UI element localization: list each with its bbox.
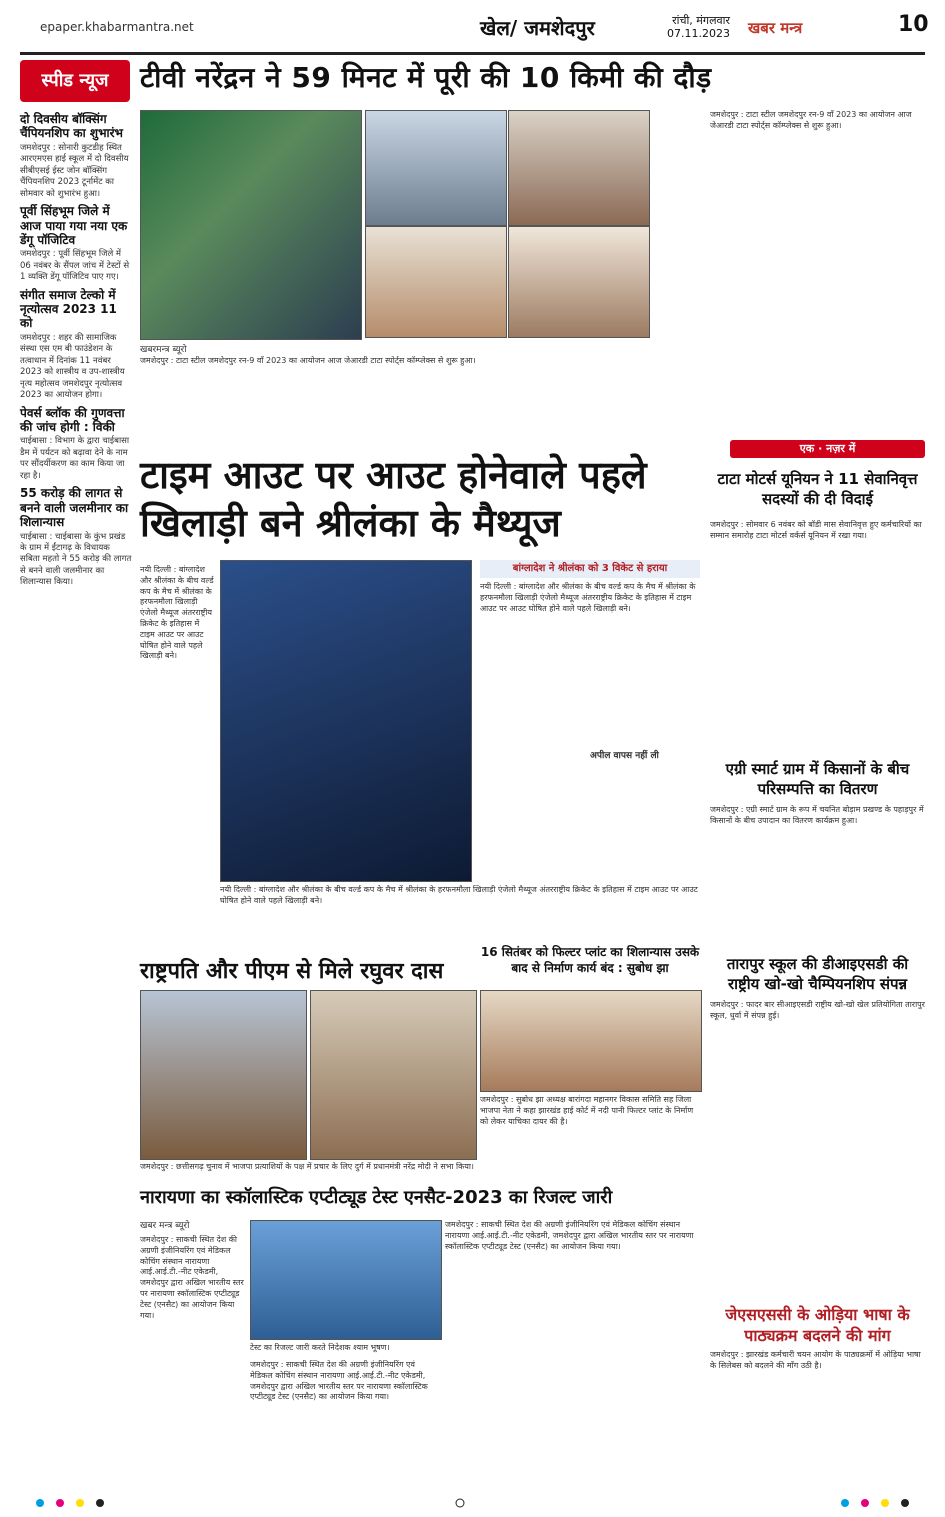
city-day: रांची, मंगलवार (672, 14, 730, 27)
story5-toppers-list: जमशेदपुर : साकची स्थित देश की अग्रणी इंजीनियरिंग एवं मेडिकल कोचिंग संस्थान नारायणा आई.आई.टी.-नीट एकेडमी, जमशेदपुर द्वारा अखिल भारतीय स्तर पर नारायणा स्कॉलास्टिक एप्टीट्यूड टेस्ट (एनसैट) का आयोजन किया गया। (445, 1220, 694, 1251)
left-item-text: चाईबासा : चाईबासा के कुंभ प्रखंड के ग्राम में ईंटागढ़ के विधायक सबिता महतो ने 55 करोड़ की लागत से बनने वाली जलमीनार का शिलान्यास किया। (20, 531, 132, 588)
left-item (20, 112, 132, 200)
left-item (20, 406, 132, 483)
page-number: 10 (898, 12, 929, 37)
ek-label: एक (799, 442, 815, 455)
nsat-result-photo (250, 1220, 442, 1340)
tarapur-headline: तारापुर स्कूल की डीआइएसडी की राष्ट्रीय खो-खो चैम्पियनशिप संपन्न (726, 955, 909, 993)
story5-body: जमशेदपुर : साकची स्थित देश की अग्रणी इंजीनियरिंग एवं मेडिकल कोचिंग संस्थान नारायणा आई.आई.टी.-नीट एकेडमी, जमशेदपुर द्वारा अखिल भारतीय स्तर पर नारायणा स्कॉलास्टिक एप्टीट्यूड टेस्ट (एनसैट) का आयोजन किया गया। (140, 1235, 244, 1320)
story5-byline: खबर मन्त्र ब्यूरो (140, 1221, 190, 1231)
event-photo (365, 110, 507, 226)
story5-photo-caption: टेस्ट का रिजल्ट जारी करते निदेशक श्याम भूषण। (250, 1343, 390, 1352)
left-item-text: जमशेदपुर : पूर्वी सिंहभूम जिले में 06 नवंबर के सैंपल जांच में टेस्टों से 1 व्यक्ति डेंगू पॉजिटिव पाए गए। (20, 249, 130, 283)
registration-marks (20, 1498, 925, 1508)
tarapur-body: जमशेदपुर : फादर बार सीआइएसडी राष्ट्रीय खो-खो खेल प्रतियोगिता तारापुर स्कूल, धुर्वा में संपन्न हुई। (710, 1000, 925, 1020)
site-url[interactable]: epaper.khabarmantra.net (40, 20, 194, 34)
dateline (640, 14, 730, 40)
left-item-title: दो दिवसीय बॉक्सिंग चैंपियनशिप का शुभारंभ (20, 112, 123, 141)
president-meeting-photo (140, 990, 307, 1160)
left-item-title: 55 करोड़ की लागत से बनने वाली जलमीनार का शिलान्यास (20, 486, 129, 530)
left-item-title: पेवर्स ब्लॉक की गुणवत्ता की जांच होगी : विकी (20, 405, 125, 435)
left-item-text: जमशेदपुर : शहर की सामाजिक संस्था एस एम बी फाउंडेशन के तत्वाधान में दिनांक 11 नवंबर 2023 को शास्त्रीय व उप-शास्त्रीय नृत्य महोत्सव जमशेदपुर नृत्योत्सव 2023 का आयोजन होगा। (20, 332, 125, 401)
jssc-body: जमशेदपुर : झारखंड कर्मचारी चयन आयोग के पाठ्यक्रमों में ओड़िया भाषा के सिलेबस को बदलने की माँग उठी है। (710, 1350, 921, 1370)
nazar-text: नज़र में (826, 442, 856, 455)
story4-headline: 16 सितंबर को फिल्टर प्लांट का शिलान्यास उसके बाद से निर्माण कार्य बंद : सुबोध झा (480, 945, 700, 975)
story1-body: जमशेदपुर : टाटा स्टील जमशेदपुर रन-9 वाँ 2023 का आयोजन आज जेआरडी टाटा स्पोर्ट्स कॉम्प्लेक्स से शुरू हुआ। (140, 356, 476, 365)
story2-ribbon: बांग्लादेश ने श्रीलंका को 3 विकेट से हराया (480, 560, 700, 578)
filter-plant-photo (480, 990, 702, 1092)
mathews-photo (220, 560, 472, 882)
speed-news-badge: स्पीड न्यूज (20, 60, 130, 102)
story3-headline: राष्ट्रपति और पीएम से मिले रघुवर दास (140, 959, 444, 984)
story2-subhead: अपील वापस नहीं ली (590, 751, 659, 761)
story1-body-continued: जमशेदपुर : टाटा स्टील जमशेदपुर रन-9 वाँ 2023 का आयोजन आज जेआरडी टाटा स्पोर्ट्स कॉम्प्लेक्स से शुरू हुआ। (710, 110, 912, 130)
top-rule (20, 52, 925, 55)
agri-smart-body: जमशेदपुर : एग्री स्मार्ट ग्राम के रूप में चयनित बोड़ाम प्रखण्ड के पहाड़पुर में किसानों के बीच उपादान का वितरण कार्यक्रम हुआ। (710, 805, 924, 825)
story5-headline: नारायणा का स्कॉलास्टिक एप्टीट्यूड टेस्ट एनसैट-2023 का रिजल्ट जारी (140, 1187, 613, 1208)
runners-photo (140, 110, 362, 340)
left-news-column (20, 108, 132, 593)
pm-meeting-photo (310, 990, 477, 1160)
left-item-title: पूर्वी सिंहभूम जिले में आज पाया गया नया एक डेंगू पॉजिटिव (20, 204, 128, 247)
story1-byline: खबरमन्त्र ब्यूरो (140, 345, 187, 355)
left-item (20, 204, 132, 284)
event-photo (508, 226, 650, 338)
story3-body: जमशेदपुर : छत्तीसगढ़ चुनाव में भाजपा प्रत्याशियों के पक्ष में प्रचार के लिए दुर्ग में प्रधानमंत्री नरेंद्र मोदी ने सभा किया। (140, 1162, 474, 1171)
issue-date: 07.11.2023 (667, 27, 730, 41)
left-item-text: जमशेदपुर : सोनारी कुटडीह स्थित आरएमएस हाई स्कूल में दो दिवसीय सीबीएसई ईस्ट जोन बॉक्सिंग चैंपियनशिप 2023 टूर्नामेंट का सोमवार को शुभारंभ हुआ। (20, 142, 129, 199)
section-title: खेल/ जमशेदपुर (480, 16, 595, 40)
story1-headline: टीवी नरेंद्रन ने 59 मिनट में पूरी की 10 किमी की दौड़ (140, 61, 712, 94)
tata-motors-headline: टाटा मोटर्स यूनियन ने 11 सेवानिवृत्त सदस्यों की दी विदाई (717, 470, 918, 508)
nazar-label: एक · नज़र में (730, 440, 925, 458)
story2-body-more: नयी दिल्ली : बांग्लादेश और श्रीलंका के बीच वर्ल्ड कप के मैच में श्रीलंका के हरफनमौला खिलाड़ी एंजेलो मैथ्यूज अंतरराष्ट्रीय क्रिकेट के इतिहास में टाइम आउट पर आउट घोषित होने वाले पहले खिलाड़ी बने। (220, 885, 698, 905)
brand-logo: खबर मन्त्र (748, 19, 803, 37)
story2-body-continued: नयी दिल्ली : बांग्लादेश और श्रीलंका के बीच वर्ल्ड कप के मैच में श्रीलंका के हरफनमौला खिलाड़ी एंजेलो मैथ्यूज अंतरराष्ट्रीय क्रिकेट के इतिहास में टाइम आउट पर आउट घोषित होने वाले पहले खिलाड़ी बने। (480, 582, 696, 613)
story5-body-continued: जमशेदपुर : साकची स्थित देश की अग्रणी इंजीनियरिंग एवं मेडिकल कोचिंग संस्थान नारायणा आई.आई.टी.-नीट एकेडमी, जमशेदपुर द्वारा अखिल भारतीय स्तर पर नारायणा स्कॉलास्टिक एप्टीट्यूड टेस्ट (एनसैट) का आयोजन किया गया। (250, 1360, 428, 1402)
left-item-title: संगीत समाज टेल्को में नृत्योत्सव 2023 11 को (20, 287, 117, 331)
left-item-text: चाईबासा : विभाग के द्वारा चाईबासा डैम में पर्यटन को बढ़ावा देने के नाम पर सौंदर्यीकरण का काम किया जा रहा है। (20, 436, 130, 481)
agri-smart-headline: एग्री स्मार्ट ग्राम में किसानों के बीच परिसम्पत्ति का वितरण (725, 760, 910, 798)
event-photo (508, 110, 650, 226)
event-photo (365, 226, 507, 338)
tata-motors-body: जमशेदपुर : सोमवार 6 नवंबर को बॉडी मास सेवानिवृत्त हुए कर्मचारियों का सम्मान समारोह टाटा मोटर्स वर्कर्स यूनियन में रखा गया। (710, 520, 922, 540)
jssc-headline: जेएसएससी के ओड़िया भाषा के पाठ्यक्रम बदलने की मांग (725, 1305, 910, 1345)
left-item (20, 288, 132, 402)
story2-headline: टाइम आउट पर आउट होनेवाले पहले खिलाड़ी बने श्रीलंका के मैथ्यूज (140, 453, 647, 545)
story4-body: जमशेदपुर : सुबोध झा अध्यक्ष बारांगदा महानगर विकास समिति सह जिला भाजपा नेता ने कहा झारखंड हाई कोर्ट में नदी पानी फिल्टर प्लांट के निर्माण को लेकर याचिका दायर की है। (480, 1095, 694, 1126)
story2-body: नयी दिल्ली : बांग्लादेश और श्रीलंका के बीच वर्ल्ड कप के मैच में श्रीलंका के हरफनमौला खिलाड़ी एंजेलो मैथ्यूज अंतरराष्ट्रीय क्रिकेट के इतिहास में टाइम आउट पर आउट घोषित होने वाले पहले खिलाड़ी बने। (140, 565, 214, 661)
left-item (20, 486, 132, 589)
